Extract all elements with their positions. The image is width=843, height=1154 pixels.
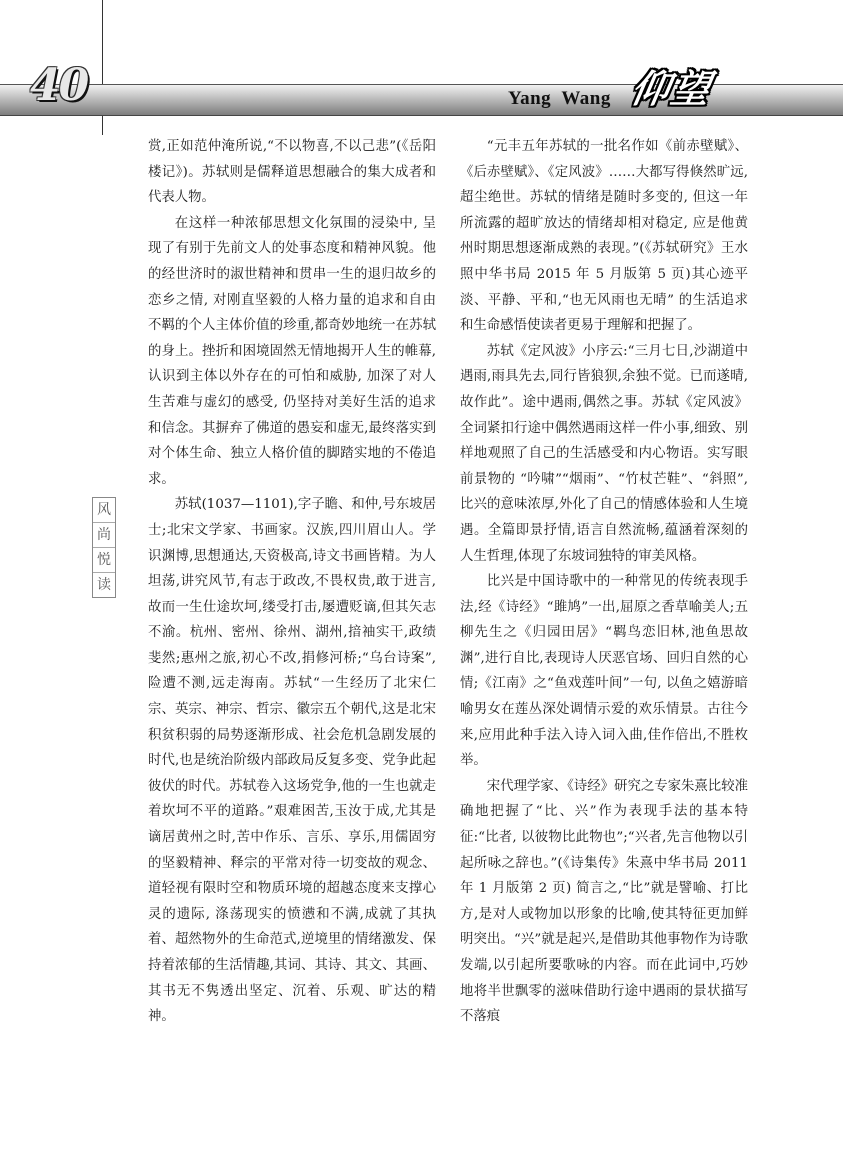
section-tab-char: 风 <box>93 498 115 523</box>
magazine-logo: 仰望 <box>627 67 716 111</box>
header-bar <box>0 84 843 116</box>
page-number: 40 <box>30 60 88 111</box>
paragraph: 苏轼《定风波》小序云:“三月七日,沙湖道中遇雨,雨具先去,同行皆狼狈,余独不觉。已而遂晴,故作此”。途中遇雨,偶然之事。苏轼《定风波》全词紧扣行途中偶然遇雨这样一件小事,细致、别样地观照了自己的生活感受和内心物语。实写眼前景物的 “吟啸”“烟雨”、“竹杖芒鞋”、“斜照”,比兴的意味浓厚,外化了自己的情感体验和人生境遇。全篇即景抒情,语言自然流畅,蕴涵着深刻的人生哲理,体现了东坡词独特的审美风格。 <box>460 343 748 564</box>
section-tab-char: 悦 <box>93 548 115 573</box>
section-tab-char: 尚 <box>93 523 115 548</box>
left-column <box>148 134 436 1030</box>
section-tab <box>92 497 116 598</box>
paragraph: “元丰五年苏轼的一批名作如《前赤壁赋》、《后赤壁赋》、《定风波》……大都写得倏然旷远, 超尘绝世。苏轼的情绪是随时多变的, 但这一年所流露的超旷放达的情绪却相对稳定, 应是他黄州时期思想逐渐成熟的表现。”(《苏轼研究》王水照中华书局 2015 年 5 月版第 5 页)其心迹平淡、平静、平和,“也无风雨也无晴” 的生活追求和生命感悟使读者更易于理解和把握了。 <box>460 139 748 334</box>
paragraph: 赏,正如范仲淹所说,“不以物喜,不以己悲”(《岳阳楼记》)。苏轼则是儒释道思想融合的集大成者和代表人物。 <box>148 139 436 206</box>
right-column <box>460 134 748 1030</box>
paragraph: 在这样一种浓郁思想文化氛围的浸染中, 呈现了有别于先前文人的处事态度和精神风貌。他的经世济时的淑世精神和贯串一生的退归故乡的恋乡之情, 对刚直坚毅的人格力量的追求和自由不羁的个人主体价值的珍重,都奇妙地统一在苏轼的身上。挫折和困境固然无情地揭开人生的帷幕, 认识到主体以外存在的可怕和威胁, 加深了对人生苦难与虚幻的感受, 仍坚持对美好生活的追求和信念。其摒弃了佛道的愚妄和虚无,最终落实到对个体生命、独立人格价值的脚踏实地的不倦追求。 <box>148 215 436 487</box>
paragraph: 比兴是中国诗歌中的一种常见的传统表现手法,经《诗经》“雎鸠”一出,屈原之香草喻美人;五柳先生之《归园田居》“羁鸟恋旧林,池鱼思故渊”,进行自比,表现诗人厌恶官场、回归自然的心情;《江南》之“鱼戏莲叶间”一句, 以鱼之嬉游暗喻男女在莲丛深处调情示爱的欢乐情景。古往今来,应用此种手法入诗入词入曲,佳作倍出,不胜枚举。 <box>460 574 748 769</box>
paragraph: 宋代理学家、《诗经》研究之专家朱熹比较准确地把握了“比、兴”作为表现手法的基本特征:“比者, 以彼物比此物也”;“兴者,先言他物以引起所咏之辞也。”(《诗集传》朱熹中华书局 2011 年 1 月版第 2 页) 简言之,“比”就是譬喻、打比方,是对人或物加以形象的比喻,使其特征更加鲜明突出。“兴”就是起兴,是借助其他事物作为诗歌发端,以引起所要歌咏的内容。而在此词中,巧妙地将半世飘零的滋味借助行途中遇雨的景状描写不落痕 <box>460 778 748 1025</box>
paragraph: 苏轼(1037—1101),字子瞻、和仲,号东坡居士;北宋文学家、书画家。汉族,四川眉山人。学识渊博,思想通达,天资极高,诗文书画皆精。为人坦荡,讲究风节,有志于政改,不畏权贵,敢于进言,故而一生仕途坎坷,缕受打击,屡遭贬谪,但其矢志不渝。杭州、密州、徐州、湖州,揞袖实干,政绩斐然;惠州之旅,初心不改,捐修河桥;“乌台诗案”,险遭不测,远走海南。苏轼“一生经历了北宋仁宗、英宗、神宗、哲宗、徽宗五个朝代,这是北宋积贫积弱的局势逐渐形成、社会危机急剧发展的时代,也是统治阶级内部政局反复多变、党争此起彼伏的时代。苏轼卷入这场党争,他的一生也就走着坎坷不平的道路。”艰难困苦,玉汝于成,尤其是谪居黄州之时,苦中作乐、言乐、享乐,用儒固穷的坚毅精神、释宗的平常对待一切变故的观念、道轻视有限时空和物质环境的超越态度来支撑心灵的遗际, 涤荡现实的愤懑和不满,成就了其执着、超然物外的生命范式,逆境里的情绪激发、保持着浓郁的生活情趣,其词、其诗、其文、其画、其书无不隽透出坚定、沉着、乐观、旷达的精神。 <box>148 497 436 1025</box>
author-name: Yang Wang <box>508 88 611 109</box>
section-tab-char: 读 <box>97 577 111 593</box>
